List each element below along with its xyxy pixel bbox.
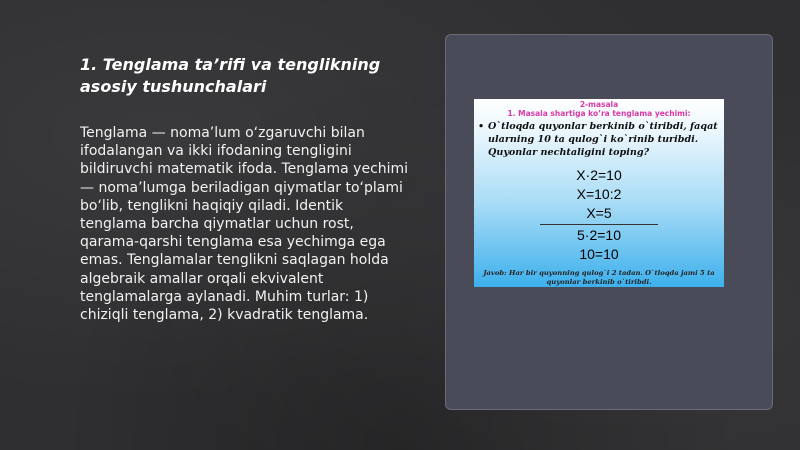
- equation-line: 10=10: [579, 246, 619, 262]
- problem-text: [478, 120, 718, 159]
- equation-line: X=5: [586, 205, 612, 221]
- equation-line: X·2=10: [576, 167, 622, 183]
- equation-line: 5·2=10: [577, 227, 621, 243]
- slide-body-text: Tenglama — noma’lum o‘zgaruvchi bilan ifodalangan va ikki ifodaning tengligini bildiruvchi matematik ifoda. Tenglama yechimi — noma’lumga beriladigan qiymatlar to‘plami bo‘lib, tenglikni haqiqiy qiladi. Identik tenglama barcha qiymatlar uchun rost, qarama-qarshi tenglama esa yechimga ega emas. Tenglamalar tenglikni saqlagan holda algebraik amallar orqali ekvivalent tenglamalarga aylanadi. Muhim turlar: 1) chiziqli tenglama, 2) kvadratik tenglama.: [80, 125, 409, 324]
- slide-title: 1. Tenglama ta’rifi va tenglikning asosiy tushunchalari: [80, 55, 381, 96]
- task-card-image: [474, 99, 724, 287]
- task-heading: 2-masala: [579, 100, 619, 109]
- equation-line: X=10:2: [576, 186, 622, 202]
- equation-block: [474, 166, 724, 264]
- problem-statement: O`tloqda quyonlar berkinib o`tiribdi, faqat ularning 10 ta qulog`i ko`rinib turibdi. Quyonlar nechtaligini toping?: [488, 121, 718, 158]
- task-subheading: 1. Masala shartiga ko’ra tenglama yechimi:: [507, 109, 691, 118]
- bullet-icon: •: [478, 121, 485, 132]
- equation-divider: [540, 224, 658, 225]
- answer-text: Javob: Har bir quyonning qulog`i 2 tadan. O`tloqda jami 5 ta quyonlar berkinib o`tiribdi.: [483, 269, 715, 286]
